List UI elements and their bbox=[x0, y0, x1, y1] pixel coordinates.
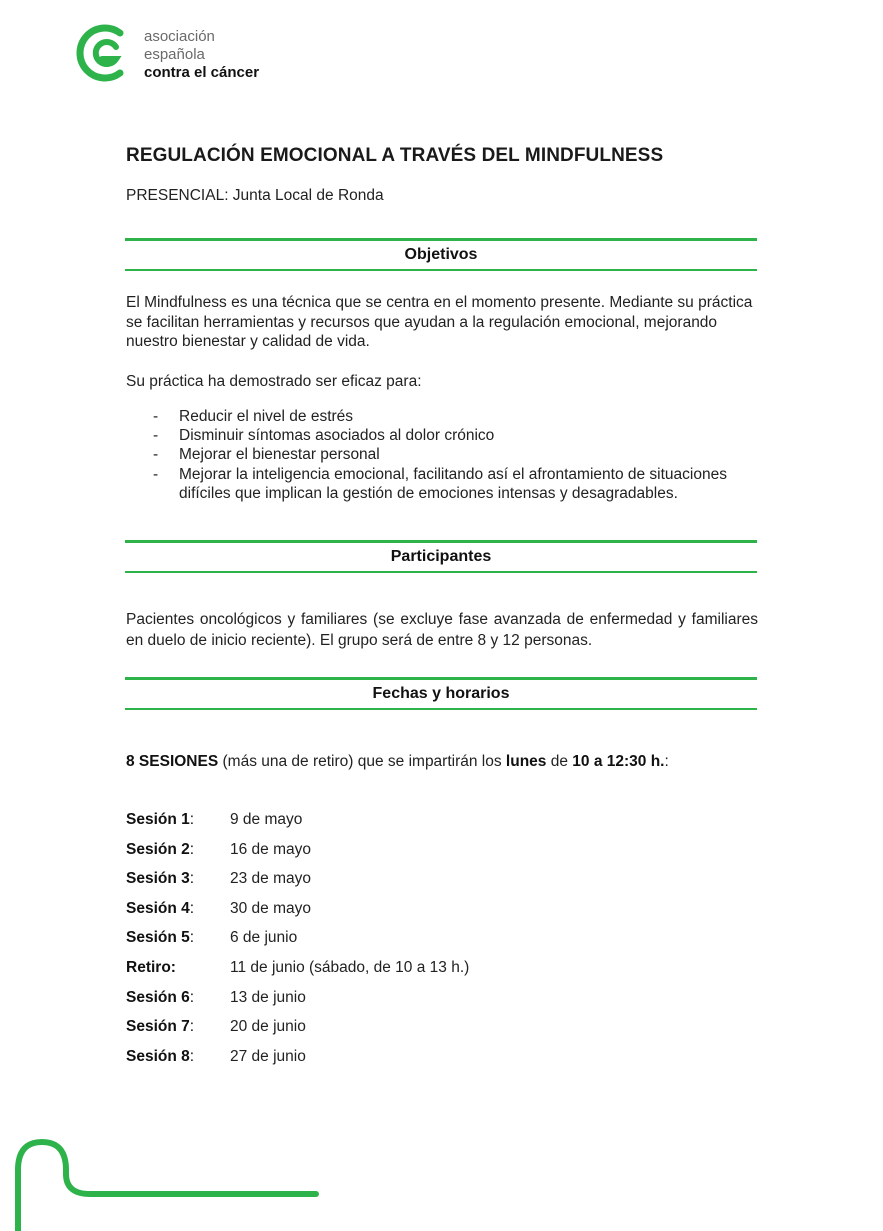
section-header-objetivos bbox=[125, 238, 757, 271]
participantes-text: Pacientes oncológicos y familiares (se excluye fase avanzada de enfermedad y familiares en duelo de inicio reciente). El grupo será de entre 8 y 12 personas. bbox=[126, 611, 758, 649]
sessions-summary bbox=[126, 752, 758, 772]
list-item: - Mejorar el bienestar personal bbox=[150, 445, 730, 464]
label-separator: : bbox=[189, 899, 195, 917]
label-separator: : bbox=[189, 1047, 195, 1065]
divider-bottom bbox=[125, 708, 757, 710]
session-label: Sesión 5 bbox=[126, 929, 190, 947]
logo-line-3: contra el cáncer bbox=[144, 64, 260, 81]
schedule-row bbox=[126, 1047, 469, 1077]
section-header-fechas bbox=[125, 677, 757, 710]
section-header-participantes bbox=[125, 540, 757, 573]
session-date: 30 de mayo bbox=[230, 899, 311, 917]
sessions-count: 8 SESIONES bbox=[126, 753, 219, 770]
objetivos-list bbox=[150, 407, 730, 503]
session-date: 9 de mayo bbox=[230, 811, 303, 828]
objetivos-lead: Su práctica ha demostrado ser eficaz para: bbox=[126, 373, 422, 390]
decorative-wave-icon bbox=[0, 1130, 340, 1231]
session-date: 6 de junio bbox=[230, 929, 298, 947]
divider-bottom bbox=[125, 269, 757, 271]
objetivos-intro: El Mindfulness es una técnica que se centra en el momento presente. Mediante su práctica se facilitan herramientas y recursos que ayudan a la regulación emocional, mejorando nuestro bienestar y calidad de vida. bbox=[126, 294, 753, 350]
schedule-row bbox=[126, 958, 469, 988]
schedule-row bbox=[126, 810, 469, 840]
session-day: lunes bbox=[505, 753, 547, 770]
divider-bottom bbox=[125, 571, 757, 573]
modality-line: PRESENCIAL: Junta Local de Ronda bbox=[126, 187, 384, 204]
label-separator: : bbox=[189, 811, 195, 828]
session-label: Sesión 1 bbox=[126, 811, 190, 828]
section-title: Fechas y horarios bbox=[372, 685, 510, 702]
schedule-row bbox=[126, 869, 469, 899]
session-date: 11 de junio (sábado, de 10 a 13 h.) bbox=[230, 958, 470, 976]
logo-line-2: española bbox=[144, 46, 205, 63]
label-separator: : bbox=[189, 988, 195, 1006]
label-separator: : bbox=[189, 870, 195, 888]
session-label: Sesión 3 bbox=[126, 870, 190, 888]
summary-text: de bbox=[546, 753, 573, 770]
section-title: Participantes bbox=[390, 548, 492, 565]
logo-line-1: asociación bbox=[144, 28, 215, 45]
list-item: - Reducir el nivel de estrés bbox=[150, 407, 730, 426]
schedule-row bbox=[126, 1017, 469, 1047]
document-title: REGULACIÓN EMOCIONAL A TRAVÉS DEL MINDFULNESS bbox=[126, 145, 664, 166]
label-separator: : bbox=[189, 1018, 195, 1036]
label-separator: : bbox=[189, 929, 195, 947]
list-item: - Mejorar la inteligencia emocional, facilitando así el afrontamiento de situaciones difíciles que implican la gestión de emociones intensas y desagradables. bbox=[150, 465, 730, 503]
schedule-row bbox=[126, 840, 469, 870]
section-title: Objetivos bbox=[404, 246, 478, 263]
logo-wordmark bbox=[144, 28, 259, 82]
summary-text: : bbox=[664, 753, 669, 770]
session-date: 20 de junio bbox=[230, 1018, 306, 1036]
summary-text: (más una de retiro) que se impartirán los bbox=[218, 753, 506, 770]
list-item: - Disminuir síntomas asociados al dolor crónico bbox=[150, 426, 730, 445]
session-label: Sesión 8 bbox=[126, 1047, 190, 1065]
session-label: Retiro: bbox=[126, 958, 176, 976]
session-label: Sesión 7 bbox=[126, 1018, 190, 1036]
session-time: 10 a 12:30 h. bbox=[572, 753, 665, 770]
schedule-row bbox=[126, 928, 469, 958]
session-date: 13 de junio bbox=[230, 988, 306, 1006]
session-date: 23 de mayo bbox=[230, 870, 311, 888]
session-label: Sesión 2 bbox=[126, 840, 190, 858]
label-separator: : bbox=[189, 840, 195, 858]
aecc-logo-icon bbox=[72, 22, 134, 84]
schedule-list bbox=[126, 810, 469, 1076]
schedule-row bbox=[126, 899, 469, 929]
session-label: Sesión 6 bbox=[126, 988, 190, 1006]
session-date: 16 de mayo bbox=[230, 840, 311, 858]
schedule-row bbox=[126, 988, 469, 1018]
session-label: Sesión 4 bbox=[126, 899, 190, 917]
session-date: 27 de junio bbox=[230, 1047, 306, 1065]
